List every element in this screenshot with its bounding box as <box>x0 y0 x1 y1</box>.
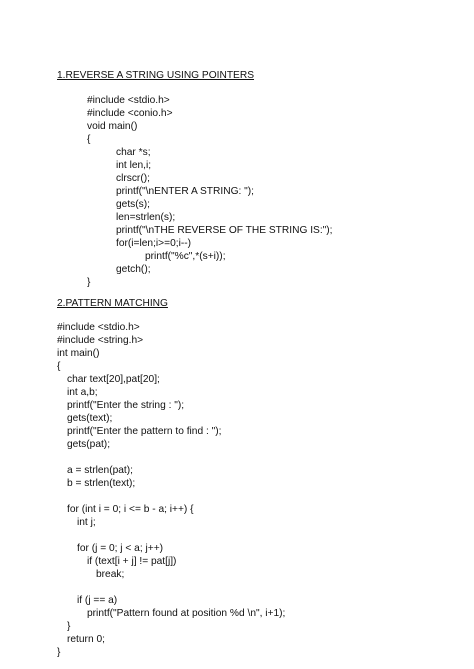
code-line: for (int i = 0; i <= b - a; i++) { <box>67 504 194 515</box>
code-line: gets(s); <box>116 199 150 210</box>
code-line: } <box>87 277 91 288</box>
code-line: for(i=len;i>=0;i--) <box>116 238 192 249</box>
code-line: printf("\nENTER A STRING: "); <box>116 186 254 197</box>
code-line: } <box>57 647 61 658</box>
code-line: clrscr(); <box>116 173 150 184</box>
code-line: void main() <box>87 121 138 132</box>
code-line: } <box>67 621 71 632</box>
code-line: return 0; <box>67 634 105 645</box>
code-line: getch(); <box>116 264 151 275</box>
code-line: b = strlen(text); <box>67 478 136 489</box>
code-line: printf("Enter the pattern to find : "); <box>67 426 222 437</box>
code-line: gets(pat); <box>67 439 111 450</box>
code-line: gets(text); <box>67 413 113 424</box>
code-line: #include <stdio.h> <box>87 95 170 106</box>
code-line: int j; <box>77 517 96 528</box>
code-line: printf("Pattern found at position %d \n", i+1); <box>87 608 286 619</box>
code-line: { <box>57 361 61 372</box>
code-line: len=strlen(s); <box>116 212 176 223</box>
code-line: printf("\nTHE REVERSE OF THE STRING IS:"); <box>116 225 333 236</box>
code-line: if (j == a) <box>77 595 118 606</box>
code-line: char text[20],pat[20]; <box>67 374 160 385</box>
code-line: int main() <box>57 348 100 359</box>
code-line: break; <box>96 569 125 580</box>
code-line: for (j = 0; j < a; j++) <box>77 543 164 554</box>
code-line: #include <stdio.h> <box>57 322 140 333</box>
code-line: a = strlen(pat); <box>67 465 133 476</box>
section-1-heading: 1.REVERSE A STRING USING POINTERS <box>57 70 255 81</box>
code-line: int a,b; <box>67 387 98 398</box>
section-2-heading: 2.PATTERN MATCHING <box>57 298 168 309</box>
code-line: printf("%c",*(s+i)); <box>145 251 226 262</box>
code-line: char *s; <box>116 147 151 158</box>
code-line: printf("Enter the string : "); <box>67 400 185 411</box>
code-line: { <box>87 134 91 145</box>
code-line: #include <conio.h> <box>87 108 173 119</box>
code-line: #include <string.h> <box>57 335 144 346</box>
code-line: int len,i; <box>116 160 152 171</box>
code-line: if (text[i + j] != pat[j]) <box>87 556 177 567</box>
